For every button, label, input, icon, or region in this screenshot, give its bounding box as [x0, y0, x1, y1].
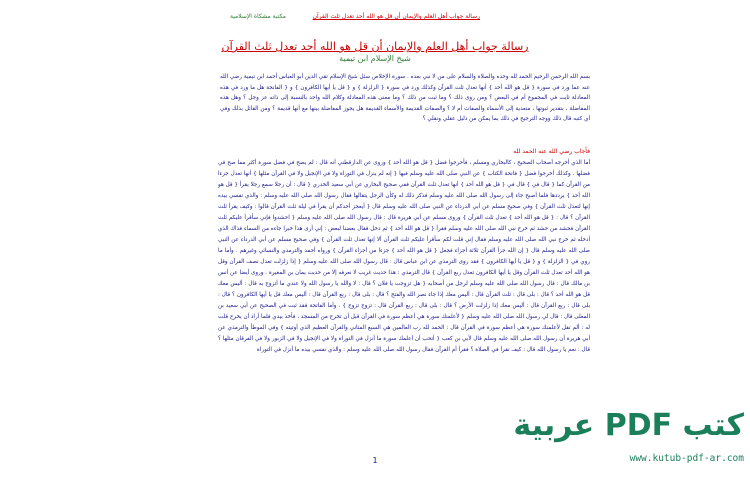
- answer-paragraph: أما الذي أخرجه أصحاب الصحيح ، كالبخاري ومسلم ، فأحرجوا فضل { قل هو الله أحد } وروى عن الدارقطني أنه قال : لم يصح في فضل سورة أكثر مما صح في فضلها . وكذلك أخرجوا فضل { فاتحة الكتاب } عن النبي صلى الله عليه وسلم فيها { إنه لم ينزل في التوراة ولا في الإنجيل ولا في القرآن مثلها } أنها تعدل جزءا من القرآن كما { قال في } قال في { قل هو الله أحد } أنها تعدل ثلث القرآن ففي صحيح البخاري عن أبي سعيد الخدري { قال : أن رجلا سمع رجلا يقرأ { قل هو الله أحد } يرددها فلما أصبح جاء إلى رسول الله صلى الله عليه وسلم فذكر ذلك له وكأن الرجل يتقالها فقال رسول الله صلى الله عليه وسلم : والذي نفسي بيده إنها لتعدل ثلث القرآن } وفي صحيح مسلم عن أبي الدرداء عن النبي صلى الله عليه وسلم قال { أيعجز أحدكم أن يقرأ في ليلة ثلث القرآن قالوا : وكيف يقرأ ثلث القرآن ؟ قال : { قل هو الله أحد } تعدل ثلث القرآن } وروى مسلم عن أبي هريرة قال : قال رسول الله صلى الله عليه وسلم { احشدوا فإني سأقرأ عليكم ثلث القرآن فحشد من حشد ثم خرج نبي الله صلى الله عليه وسلم فقرأ { قل هو الله أحد } ثم دخل فقال بعضنا لبعض : إني أرى هذا خبرا جاءه من السماء فذاك الذي أدخله ثم خرج نبي الله صلى الله عليه وسلم فقال إني قلت لكم سأقرأ عليكم ثلث القرآن ألا إنها تعدل ثلث القرآن } وفي صحيح مسلم عن أبي الدرداء عن النبي صلى الله عليه وسلم قال { إن الله جزأ القرآن ثلاثة أجزاء فجعل { قل هو الله أحد } جزءا من أجزاء القرآن } ورواه أحمد والترمذي والنسائي وغيرهم . وأما ما روي في { الزلزلة } و { قل يا أيها الكافرون } فقد روى الترمذي عن ابن عباس قال : قال رسول الله صلى الله عليه وسلم { إذا زلزلت تعدل نصف القرآن وقل هو الله أحد تعدل ثلث القرآن وقل يا أيها الكافرون تعدل ربع القرآن } قال الترمذي : هذا حديث غريب لا نعرفه إلا من حديث يمان بن المغيرة . وروى أيضا عن أنس بن مالك قال : قال رسول الله صلى الله عليه وسلم لرجل من أصحابه { هل تزوجت يا فلان ؟ قال : لا والله يا رسول الله ولا عندي ما أتزوج به قال : أليس معك قل هو الله أحد ؟ قال : بلى قال : ثلث القرآن قال : أليس معك إذا جاء نصر الله والفتح ؟ قال : بلى قال : ربع القرآن قال : أليس معك قل يا أيها الكافرون ؟ قال : بلى قال : ربع القرآن قال : أليس معك إذا زلزلت الأرض ؟ قال : بلى قال : ربع القرآن قال : تزوج تزوج } . وأما الفاتحة فقد ثبت في الصحيح عن أبي سعيد بن المعلى قال : قال لي رسول الله صلى الله عليه وسلم { لأعلمنك سورة هي أعظم سورة في القرآن قبل أن تخرج من المسجد ، فأخذ بيدي فلما أراد أن يخرج قلت له : ألم تقل لأعلمنك سورة هي أعظم سورة في القرآن قال : الحمد لله رب العالمين هي السبع المثاني والقرآن العظيم الذي أوتيته } وفي الموطأ والترمذي عن أبي هريرة أن رسول الله صلى الله عليه وسلم قال لأبي بن كعب { أتحب أن أعلمك سورة ما أنزل في التوراة ولا في الإنجيل ولا في الزبور ولا في الفرقان مثلها ؟ قال : نعم يا رسول الله قال : كيف تقرأ في الصلاة ؟ فقرأ أم القرآن فقال رسول الله صلى الله عليه وسلم : والذي نفسي بيده ما أنزل في التوراة: [218, 160, 590, 353]
- answer-heading: فأجاب رضي الله عنه الحمد لله: [513, 148, 590, 155]
- watermark-title: كتب PDF عربية: [513, 408, 744, 443]
- author-name: شيخ الإسلام ابن تيمية: [339, 54, 411, 63]
- page-header: [230, 13, 480, 25]
- site-watermark: [513, 408, 744, 470]
- answer-body: [218, 158, 590, 356]
- header-doc-link[interactable]: رسالة جواب أهل العلم والإيمان أن قل هو الله أحد تعدل ثلث القرآن: [312, 13, 480, 20]
- watermark-url: www.kutub-pdf-ar.com: [629, 453, 744, 464]
- page-number: 1: [372, 456, 378, 465]
- header-library-name: مكتبة مشكاة الإسلامية: [230, 13, 286, 20]
- question-paragraph: بسم الله الرحمن الرحيم الحمد لله وحده والصلاة والسلام على من لا نبي بعده . سورة الإخلاص سئل شيخ الإسلام تقي الدين أبو العباس أحمد ابن تيمية رضي الله عنه عما ورد في سورة { قل هو الله أحد } أنها تعدل ثلث القرآن وكذلك ورد في سورة { الزلزلة } و { قل يا أيها الكافرون } و { الفاتحة هل ما ورد في هذه المعادلة ثابت في المجموع أم في البعض ؟ ومن روى ذلك ؟ وما ثبت من ذلك ؟ وما معنى هذه المعادلة وكلام الله واحد بالنسبة إلى ذاته عز وجل ؟ وهل هذه المفاضلة ، بتقدير ثبوتها ، متعدية إلى الأسماء والصفات أم لا ؟ والصفات القديمة والأسماء القديمة هل يجوز المفاضلة بينها مع أنها قديمة ؟ ومن القائل بذلك وفي أي كتبه قال ذلك ووجه الترجيح في ذلك بما يمكن من دليل عقلي ونقلي ؟: [220, 74, 590, 123]
- page-title: رسالة جواب أهل العلم والإيمان أن قل هو الله أحد تعدل ثلث القرآن: [221, 40, 529, 53]
